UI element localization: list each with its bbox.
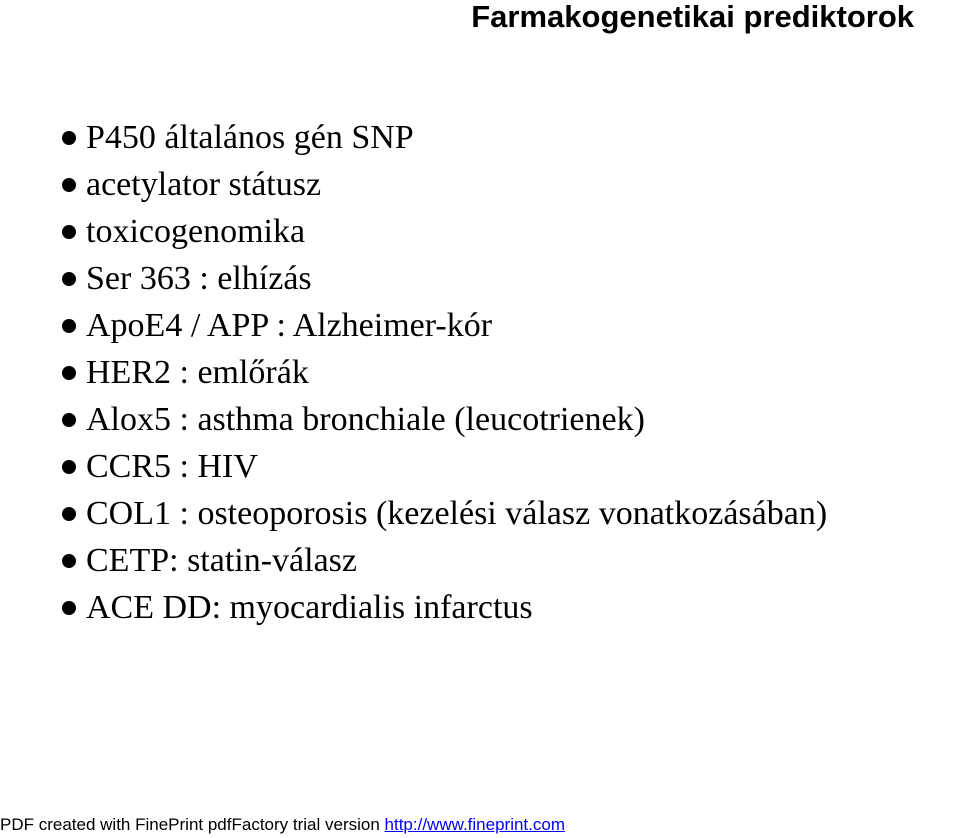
bullet-text: P450 általános gén SNP [86, 118, 414, 156]
bullet-item [62, 443, 827, 490]
bullet-item [62, 537, 827, 584]
footer-link[interactable]: http://www.fineprint.com [384, 815, 565, 834]
bullet-text: toxicogenomika [86, 212, 306, 250]
bullet-text: Ser 363 : elhízás [86, 259, 312, 297]
bullet-dot-icon [62, 131, 76, 145]
bullet-text: CETP: statin-válasz [86, 541, 358, 579]
bullet-dot-icon [62, 507, 76, 521]
bullet-item [62, 114, 827, 161]
bullet-dot-icon [62, 272, 76, 286]
bullet-text: HER2 : emlőrák [86, 353, 309, 391]
bullet-dot-icon [62, 225, 76, 239]
slide-title: Farmakogenetikai prediktorok [471, 0, 914, 34]
bullet-item [62, 349, 827, 396]
bullet-item [62, 161, 827, 208]
bullet-text: CCR5 : HIV [86, 447, 258, 485]
bullet-item [62, 255, 827, 302]
bullet-item [62, 584, 827, 631]
bullet-dot-icon [62, 319, 76, 333]
bullet-text: ACE DD: myocardialis infarctus [86, 588, 533, 626]
bullet-dot-icon [62, 366, 76, 380]
bullet-dot-icon [62, 601, 76, 615]
bullet-item [62, 396, 827, 443]
bullet-text: ApoE4 / APP : Alzheimer-kór [86, 306, 493, 344]
bullet-item [62, 490, 827, 537]
bullet-dot-icon [62, 554, 76, 568]
bullet-text: Alox5 : asthma bronchiale (leucotrienek) [86, 400, 645, 438]
bullet-dot-icon [62, 413, 76, 427]
bullet-dot-icon [62, 178, 76, 192]
bullet-item [62, 208, 827, 255]
bullet-text: COL1 : osteoporosis (kezelési válasz vonatkozásában) [86, 494, 828, 532]
pdf-footer [0, 815, 565, 835]
bullet-text: acetylator státusz [86, 165, 322, 203]
bullet-list [62, 114, 827, 631]
footer-text: PDF created with FinePrint pdfFactory trial version [0, 815, 385, 834]
bullet-dot-icon [62, 460, 76, 474]
bullet-item [62, 302, 827, 349]
